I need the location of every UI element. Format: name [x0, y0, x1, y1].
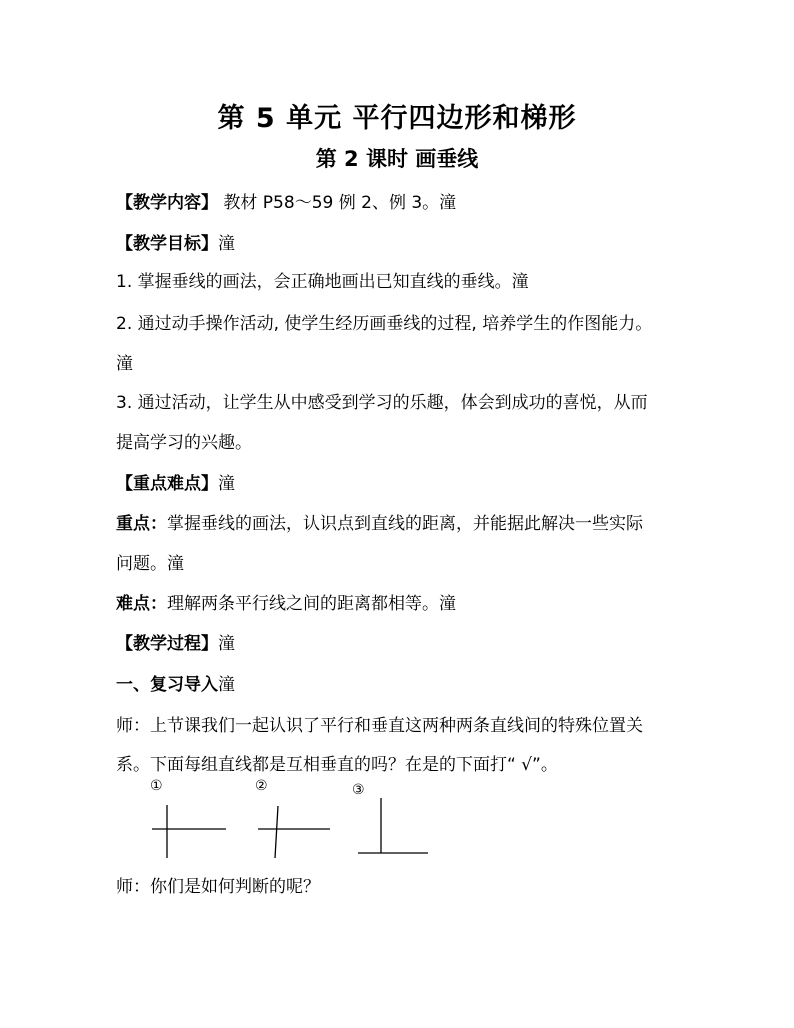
mark: 潼 — [511, 272, 529, 292]
goal-item — [116, 267, 529, 292]
mark: 潼 — [218, 234, 235, 254]
mark: 潼 — [439, 594, 456, 614]
mark: 潼 — [439, 193, 457, 213]
figure-label-1: ① — [150, 778, 163, 794]
content-label: 【教学内容】 — [116, 193, 218, 213]
figure-label-3: ③ — [352, 782, 365, 798]
key-point-text: 问题。 — [116, 554, 167, 574]
figure-label-2: ② — [255, 778, 268, 794]
figure-1-lines — [152, 805, 226, 858]
goal-text: 提高学习的兴趣。 — [116, 433, 252, 453]
goal-text: 1. 掌握垂线的画法，会正确地画出已知直线的垂线。 — [116, 272, 512, 292]
paragraph-text: 师：上节课我们一起认识了平行和垂直这两种两条直线间的特殊位置关 — [116, 716, 643, 736]
key-point-label: 重点： — [116, 514, 167, 534]
goal-text: 3. 通过活动，让学生从中感受到学习的乐趣，体会到成功的喜悦，从而 — [116, 393, 648, 413]
difficulty-text: 理解两条平行线之间的距离都相等。 — [167, 594, 439, 614]
mark: 潼 — [218, 474, 235, 494]
difficulty-line — [116, 589, 456, 614]
mark: 潼 — [116, 354, 133, 374]
figure-2-lines — [258, 806, 330, 858]
line-figures — [140, 776, 440, 866]
key-point-line — [116, 509, 643, 534]
paragraph-text: 师：你们是如何判断的呢？ — [116, 877, 320, 897]
unit-title: 第 5 单元 平行四边形和梯形 — [217, 103, 577, 134]
mark: 潼 — [218, 634, 235, 654]
section-heading — [116, 670, 235, 695]
goal-item — [116, 428, 252, 453]
lesson-title: 第 2 课时 画垂线 — [315, 147, 479, 171]
paragraph — [116, 872, 320, 897]
goal-text: 2. 通过动手操作活动, 使学生经历画垂线的过程, 培养学生的作图能力。 — [116, 314, 653, 334]
mark: 潼 — [218, 675, 235, 695]
goals-label: 【教学目标】 — [116, 234, 218, 254]
paragraph — [116, 750, 558, 775]
process-label: 【教学过程】 — [116, 634, 218, 654]
figure-3-lines — [358, 798, 428, 853]
mark-line — [116, 349, 133, 374]
perpendicular-lines-diagram — [140, 776, 440, 866]
keypoints-label: 【重点难点】 — [116, 474, 218, 494]
content-text: 教材 P58～59 例 2、例 3。 — [218, 193, 440, 213]
goal-item — [116, 309, 652, 334]
process-heading — [116, 629, 235, 654]
mark: 潼 — [167, 554, 184, 574]
key-point-line-2 — [116, 549, 184, 574]
section-title: 一、复习导入 — [116, 675, 218, 695]
content-line — [116, 188, 456, 213]
goal-item — [116, 388, 648, 413]
keypoints-heading — [116, 469, 235, 494]
goals-heading — [116, 229, 235, 254]
key-point-text: 掌握垂线的画法，认识点到直线的距离，并能据此解决一些实际 — [167, 514, 643, 534]
difficulty-label: 难点： — [116, 594, 167, 614]
paragraph — [116, 711, 643, 736]
paragraph-text: 系。下面每组直线都是互相垂直的吗？在是的下面打“ √”。 — [116, 755, 558, 775]
